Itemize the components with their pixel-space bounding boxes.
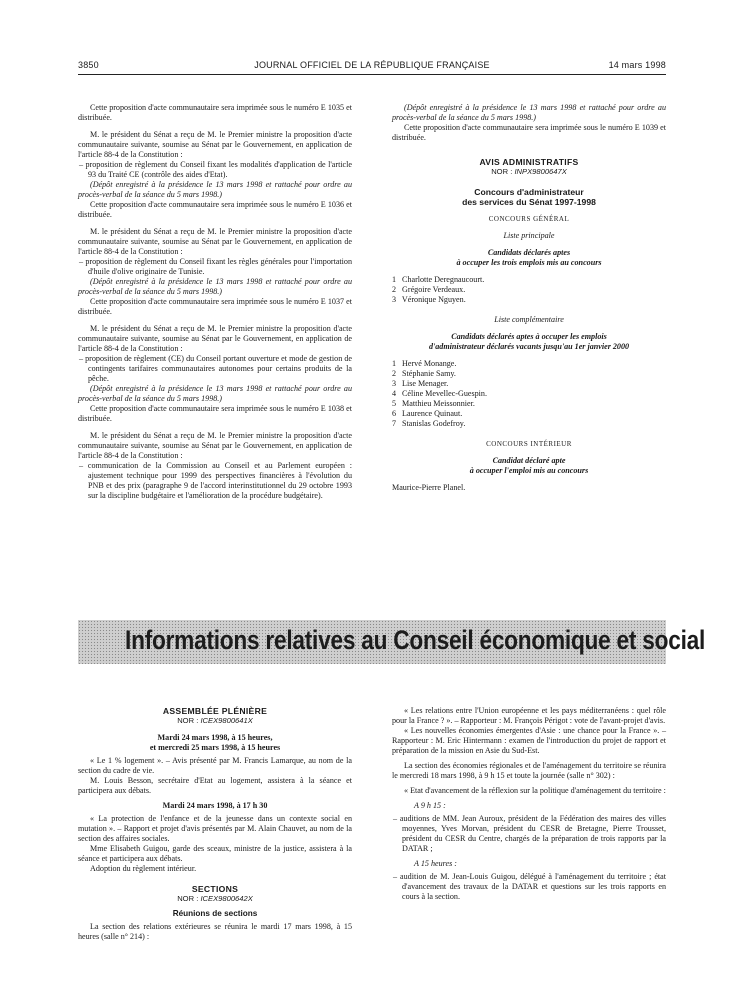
session-date-1b: et mercredi 25 mars 1998, à 15 heures	[149, 743, 281, 752]
paragraph: « La protection de l'enfance et de la jeunesse dans un contexte social en mutation ». – Rapport et projet d'avis présentés par M. Alain Chauvet, au nom de la section des affaires sociales.	[78, 814, 352, 843]
sections-title: SECTIONS	[191, 884, 239, 894]
avis-title: AVIS ADMINISTRATIFS	[479, 157, 579, 167]
paragraph: Cette proposition d'acte communautaire sera imprimée sous le numéro E 1037 et distribuée.	[78, 297, 352, 316]
paragraph: « Les relations entre l'Union européenne et les pays méditerranéens : quel rôle pour la France ? ». – Rapporteur : M. François Périgot : vote de l'avant-projet d'avis.	[392, 706, 666, 725]
list-item: 3 Véronique Nguyen.	[392, 295, 466, 304]
candidats-heading-1b: à occuper les trois emplois mis au concours	[456, 258, 602, 267]
page-number: 3850	[78, 60, 99, 70]
list-item: 4 Céline Mevellec-Guespin.	[392, 389, 487, 398]
concours-general-heading: CONCOURS GÉNÉRAL	[488, 215, 570, 223]
concours-title-2: des services du Sénat 1997-1998	[462, 197, 596, 207]
concours-title-1: Concours d'administrateur	[474, 187, 584, 197]
journal-title: JOURNAL OFFICIEL DE LA RÉPUBLIQUE FRANÇAISE	[254, 60, 490, 70]
issue-date: 14 mars 1998	[608, 60, 666, 70]
list-item: 3 Lise Menager.	[392, 379, 449, 388]
candidats-heading-2b: d'administrateur déclarés vacants jusqu'au 1er janvier 2000	[428, 342, 630, 351]
list-item: 5 Matthieu Meissonnier.	[392, 399, 475, 408]
page-header	[78, 60, 666, 75]
bottom-right-column	[392, 706, 666, 902]
list-item: – proposition de règlement (CE) du Conseil portant ouverture et mode de gestion de contingents tarifaires communautaires autonomes pour certains produits de la pêche.	[79, 354, 352, 383]
time-label: A 15 heures :	[414, 859, 457, 868]
paragraph: Cette proposition d'acte communautaire sera imprimée sous le numéro E 1036 et distribuée.	[78, 200, 352, 219]
list-item: – auditions de MM. Jean Auroux, président de la Fédération des maires des villes moyennes, Yves Morvan, président du CESR de Bretagne, Pierre Trousset, président du CESR du Centre, chargés de la préparation de trois rapports par la DATAR ;	[393, 814, 666, 853]
deposit-note: (Dépôt enregistré à la présidence le 13 mars 1998 et rattaché pour ordre au procès-verbal de la séance du 5 mars 1998.)	[78, 277, 352, 296]
list-item: 2 Stéphanie Samy.	[392, 369, 456, 378]
list-item: 6 Laurence Quinaut.	[392, 409, 463, 418]
deposit-note: (Dépôt enregistré à la présidence le 13 mars 1998 et rattaché pour ordre au procès-verbal de la séance du 5 mars 1998.)	[78, 384, 352, 403]
interieur-candidate: Maurice-Pierre Planel.	[392, 483, 466, 492]
top-left-column	[78, 103, 352, 501]
reunions-heading: Réunions de sections	[172, 909, 258, 918]
paragraph: Adoption du règlement intérieur.	[90, 864, 197, 873]
candidat-heading-a: Candidat déclaré apte	[492, 456, 566, 465]
time-label: A 9 h 15 :	[414, 801, 446, 810]
concours-interieur-heading: CONCOURS INTÉRIEUR	[486, 440, 572, 448]
list-item: – proposition de règlement du Conseil fixant les règles générales pour l'importation d'huile d'olive originaire de Tunisie.	[79, 257, 352, 276]
assemblee-title: ASSEMBLÉE PLÉNIÈRE	[162, 706, 268, 716]
candidats-heading-2a: Candidats déclarés aptes à occuper les emplois	[451, 332, 607, 341]
paragraph: Cette proposition d'acte communautaire sera imprimée sous le numéro E 1039 et distribuée.	[392, 123, 666, 142]
paragraph: La section des économies régionales et de l'aménagement du territoire se réunira le mercredi 18 mars 1998, à 9 h 15 et toute la journée (salle n° 302) :	[392, 761, 666, 780]
paragraph: M. le président du Sénat a reçu de M. le Premier ministre la proposition d'acte communautaire suivante, soumise au Sénat par le Gouvernement, en application de l'article 88-4 de la Constitution :	[78, 431, 352, 460]
deposit-note: (Dépôt enregistré à la présidence le 13 mars 1998 et rattaché pour ordre au procès-verbal de la séance du 5 mars 1998.)	[392, 103, 666, 122]
session-date-1a: Mardi 24 mars 1998, à 15 heures,	[157, 733, 273, 742]
band-title: Informations relatives au Conseil économique et social	[125, 625, 706, 655]
list-item: 1 Charlotte Deregnaucourt.	[392, 275, 485, 284]
candidats-heading-1a: Candidats déclarés aptes	[487, 248, 571, 257]
list-item: 2 Grégoire Verdeaux.	[392, 285, 466, 294]
list-item: – communication de la Commission au Conseil et au Parlement européen : ajustement technique pour 1999 des perspectives financières à l'évolution du PNB et des prix (paragraphe 9 de l'accord interinstitutionnel du 29 octobre 1993 sur la discipline budgétaire et l'amélioration de la procédure budgétaire).	[79, 461, 352, 500]
paragraph: Cette proposition d'acte communautaire sera imprimée sous le numéro E 1035 et distribuée.	[78, 103, 352, 122]
candidat-heading-b: à occuper l'emploi mis au concours	[469, 466, 589, 475]
list-item: – proposition de règlement du Conseil fixant les modalités d'application de l'article 93 du Traité CE (contrôle des aides d'Etat).	[79, 160, 352, 179]
paragraph: Mme Elisabeth Guigou, garde des sceaux, ministre de la justice, assistera à la séance et participera aux débats.	[78, 844, 352, 863]
paragraph: M. le président du Sénat a reçu de M. le Premier ministre la proposition d'acte communautaire suivante, soumise au Sénat par le Gouvernement, en application de l'article 88-4 de la Constitution :	[78, 130, 352, 159]
list-item: – audition de M. Jean-Louis Guigou, délégué à l'aménagement du territoire ; état d'avancement des travaux de la DATAR et questions sur les trois rapports en cours à la section.	[393, 872, 666, 901]
bottom-left-column	[78, 706, 352, 942]
avis-nor: NOR : INPX9800647X	[491, 167, 567, 176]
principale-list	[392, 275, 666, 305]
session-date-2: Mardi 24 mars 1998, à 17 h 30	[162, 801, 268, 810]
section-band	[78, 620, 706, 664]
paragraph: « Les nouvelles économies émergentes d'Asie : une chance pour la France ». – Rapporteur : M. Eric Hintermann : examen de l'introduction du projet de rapport et préparation de la mission en Asie du Sud-Est.	[392, 726, 666, 755]
list-item: 1 Hervé Monange.	[392, 359, 457, 368]
paragraph: « Le 1 % logement ». – Avis présenté par M. Francis Lamarque, au nom de la section du cadre de vie.	[78, 756, 352, 775]
complementaire-list	[392, 359, 666, 429]
liste-complementaire-heading: Liste complémentaire	[494, 315, 564, 324]
paragraph: « Etat d'avancement de la réflexion sur la politique d'aménagement du territoire :	[404, 786, 666, 795]
deposit-note: (Dépôt enregistré à la présidence le 13 mars 1998 et rattaché pour ordre au procès-verbal de la séance du 5 mars 1998.)	[78, 180, 352, 199]
liste-principale-heading: Liste principale	[503, 231, 555, 240]
paragraph: La section des relations extérieures se réunira le mardi 17 mars 1998, à 15 heures (salle n° 214) :	[78, 922, 352, 941]
paragraph: M. le président du Sénat a reçu de M. le Premier ministre la proposition d'acte communautaire suivante, soumise au Sénat par le Gouvernement, en application de l'article 88-4 de la Constitution :	[78, 324, 352, 353]
sections-nor: NOR : ICEX9800642X	[177, 894, 253, 903]
list-item: 7 Stanislas Godefroy.	[392, 419, 466, 428]
assemblee-nor: NOR : ICEX9800641X	[177, 716, 253, 725]
paragraph: M. le président du Sénat a reçu de M. le Premier ministre la proposition d'acte communautaire suivante, soumise au Sénat par le Gouvernement, en application de l'article 88-4 de la Constitution :	[78, 227, 352, 256]
paragraph: M. Louis Besson, secrétaire d'Etat au logement, assistera à la séance et participera aux débats.	[78, 776, 352, 795]
paragraph: Cette proposition d'acte communautaire sera imprimée sous le numéro E 1038 et distribuée.	[78, 404, 352, 423]
top-right-column	[392, 103, 666, 493]
